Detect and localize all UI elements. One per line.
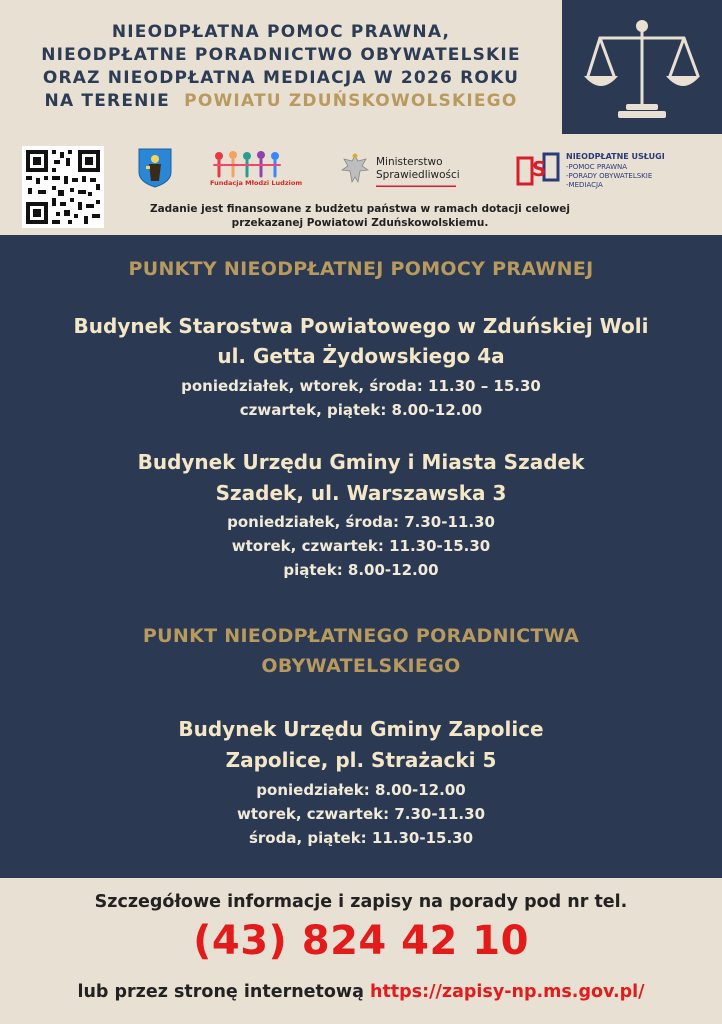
ministry-logo	[340, 152, 460, 192]
point-1-hours-2: czwartek, piątek: 8.00-12.00	[239, 401, 483, 419]
footer-web-line	[0, 982, 722, 1002]
header-line-3: ORAZ NIEODPŁATNA MEDIACJA W 2026 ROKU	[42, 68, 520, 88]
point-2-hours-3: piątek: 8.00-12.00	[283, 561, 439, 579]
free-services-logo	[516, 150, 696, 194]
header-banner	[0, 0, 562, 134]
free-services-item-3: -MEDIACJA	[566, 181, 603, 189]
fundacja-logo-text: Fundacja Młodzi Ludziom	[210, 179, 303, 187]
county-coat-of-arms-icon	[138, 148, 172, 188]
funding-line-1: Zadanie jest finansowane z budżetu państwa w ramach dotacji celowej	[149, 203, 571, 215]
ministry-name-line-1: Ministerstwo	[376, 156, 443, 168]
ministry-name-line-2: Sprawiedliwości	[376, 169, 460, 181]
section-civic-advice-title-line-1: PUNKT NIEODPŁATNEGO PORADNICTWA	[142, 625, 580, 647]
point-1-address: ul. Getta Żydowskiego 4a	[217, 344, 505, 368]
point-2-address: Szadek, ul. Warszawska 3	[215, 481, 507, 505]
qr-code-icon[interactable]	[22, 146, 104, 228]
phone-number[interactable]: (43) 824 42 10	[193, 918, 529, 964]
funding-line-2: przekazanej Powiatowi Zduńskowolskiemu.	[231, 217, 489, 229]
point-2-hours-1: poniedziałek, środa: 7.30-11.30	[227, 513, 495, 531]
footer-info-text: Szczegółowe informacje i zapisy na porady pod nr tel.	[94, 892, 628, 912]
main-content	[0, 235, 722, 878]
ministry-flag-bar	[376, 184, 456, 187]
free-services-item-1: -POMOC PRAWNA	[566, 163, 628, 171]
svg-text:S: S	[532, 157, 547, 181]
point-2-name: Budynek Urzędu Gminy i Miasta Szadek	[137, 450, 585, 474]
point-3-hours-1: poniedziałek: 8.00-12.00	[256, 781, 466, 799]
footer-web-prefix: lub przez stronę internetową	[77, 982, 364, 1002]
point-3-hours-3: środa, piątek: 11.30-15.30	[248, 829, 474, 847]
free-services-title: NIEODPŁATNE USŁUGI	[566, 152, 665, 161]
white-eagle-icon	[340, 152, 370, 186]
point-3-address: Zapolice, pl. Strażacki 5	[225, 748, 497, 772]
section-civic-advice-title-line-2: OBYWATELSKIEGO	[261, 655, 461, 677]
point-1-hours-1: poniedziałek, wtorek, środa: 11.30 – 15.30	[181, 377, 541, 395]
header-line-4-prefix: NA TERENIE	[44, 91, 170, 111]
point-3-hours-2: wtorek, czwartek: 7.30-11.30	[236, 805, 486, 823]
header-line-4-highlight: POWIATU ZDUŃSKOWOLSKIEGO	[184, 91, 518, 111]
registration-link[interactable]: https://zapisy-np.ms.gov.pl/	[369, 982, 645, 1002]
point-3-name: Budynek Urzędu Gminy Zapolice	[178, 717, 544, 741]
free-services-item-2: -PORADY OBYWATELSKIE	[566, 172, 653, 180]
free-services-emblem-icon	[516, 150, 560, 188]
header-line-2: NIEODPŁATNE PORADNICTWO OBYWATELSKIE	[41, 45, 521, 65]
header-line-1: NIEODPŁATNA POMOC PRAWNA,	[111, 22, 451, 42]
footer	[0, 878, 722, 1024]
logos-strip	[0, 134, 722, 235]
fundacja-logo	[210, 150, 303, 190]
point-2-hours-2: wtorek, czwartek: 11.30-15.30	[231, 537, 491, 555]
point-1-name: Budynek Starostwa Powiatowego w Zduńskiej Woli	[73, 314, 649, 338]
funding-note	[140, 202, 580, 230]
section-legal-aid-title: PUNKTY NIEODPŁATNEJ POMOCY PRAWNEJ	[128, 258, 594, 280]
scales-of-justice-icon	[562, 0, 722, 134]
header-line-4	[45, 90, 518, 113]
